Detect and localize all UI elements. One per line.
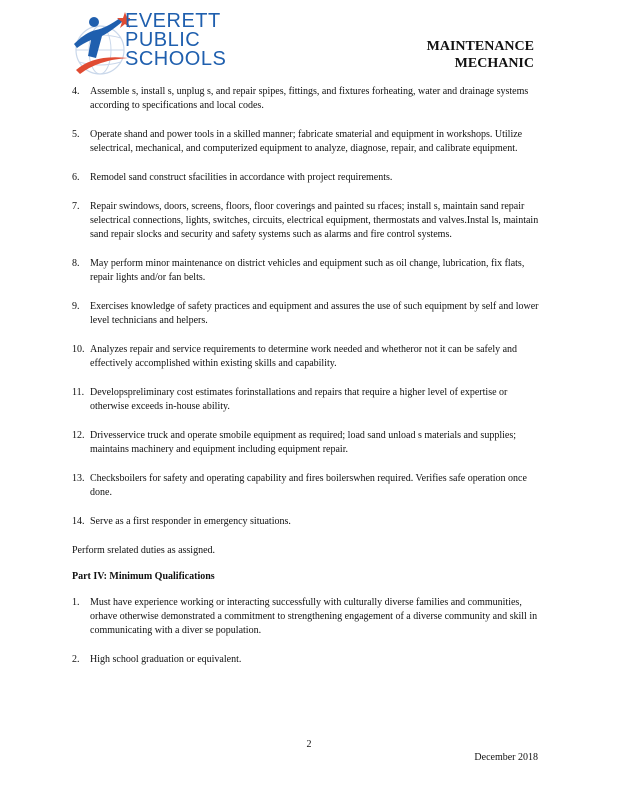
item-text: Exercises knowledge of safety practices and equipment and assures the use of such equipment by self and lower level technicians and helpers. [90,301,539,326]
item-text: May perform minor maintenance on district vehicles and equipment such as oil change, lubrication, fix flats, repair lights and/or fan belts. [90,258,525,283]
duty-item [72,200,544,242]
duty-item [72,300,544,328]
footer-date: December 2018 [474,752,538,763]
item-number: 4. [72,86,80,97]
logo-line-3: SCHOOLS [125,48,227,70]
item-number: 11. [72,387,85,398]
item-text: Repair swindows, doors, screens, floors, floor coverings and painted su rfaces; install s, maintain sand repair selectrical connections, lights, switches, circuits, electrical equipment, thermostats and valves.Instal ls, maintain sand repair slocks and security and safety systems such as alarms and fire control systems. [90,201,539,240]
item-number: 6. [72,172,80,183]
duty-item [72,85,544,113]
item-text: Operate shand and power tools in a skilled manner; fabricate smaterial and equipment in workshops. Utilize selectrical, mechanical, and computerized equipment to analyze, diagnose, repair, and calibrate equipment. [90,129,523,154]
item-number: 13. [72,473,85,484]
page-number: 2 [306,739,312,750]
item-text: Serve as a first responder in emergency situations. [90,516,291,527]
item-number: 1. [72,597,80,608]
district-logo [70,10,245,80]
duty-item [72,257,544,285]
qualification-item [72,653,544,667]
job-title-line-2: MECHANIC [454,56,534,71]
item-number: 8. [72,258,80,269]
item-text: High school graduation or equivalent. [90,654,242,665]
logo-line-1: EVERETT [125,10,221,32]
related-duties-text: Perform srelated duties as assigned. [72,545,216,556]
item-number: 10. [72,344,85,355]
item-number: 5. [72,129,80,140]
item-text: Assemble s, install s, unplug s, and repair spipes, fittings, and fixtures forheating, water and drainage systems according to specifications and local codes. [90,86,529,111]
job-title [427,38,534,72]
duty-item [72,343,544,371]
item-number: 2. [72,654,80,665]
item-number: 12. [72,430,85,441]
item-number: 7. [72,201,80,212]
document-body [72,85,544,682]
duty-item [72,171,544,185]
item-text: Remodel sand construct sfacilities in accordance with project requirements. [90,172,393,183]
item-text: Analyzes repair and service requirements to determine work needed and whetheror not it can be safely and effectively accomplished within existing skills and capability. [90,344,518,369]
logo-line-2: PUBLIC [125,29,201,51]
section-heading: Part IV: Minimum Qualifications [72,571,215,582]
duty-item [72,515,544,529]
duty-item [72,472,544,500]
item-number: 9. [72,301,80,312]
item-text: Developspreliminary cost estimates forinstallations and repairs that require a higher level of expertise or otherwise exceeds in-house ability. [90,387,508,412]
qualification-item [72,596,544,638]
duty-item [72,429,544,457]
logo-wordmark [125,12,226,69]
duty-item [72,386,544,414]
item-text: Checksboilers for safety and operating capability and fires boilerswhen required. Verifies safe operation once done. [90,473,527,498]
job-title-line-1: MAINTENANCE [426,39,534,54]
globe-figure-icon [70,10,130,80]
item-text: Drivesservice truck and operate smobile equipment as required; load sand unload s materials and supplies; maintains machinery and equipment including equipment repair. [90,430,516,455]
duty-item [72,128,544,156]
item-number: 14. [72,516,85,527]
item-text: Must have experience working or interacting successfully with culturally diverse families and communities, orhave otherwise demonstrated a commitment to strengthening engagement of a diverse community and skill in communicating with a diver se population. [90,597,538,636]
